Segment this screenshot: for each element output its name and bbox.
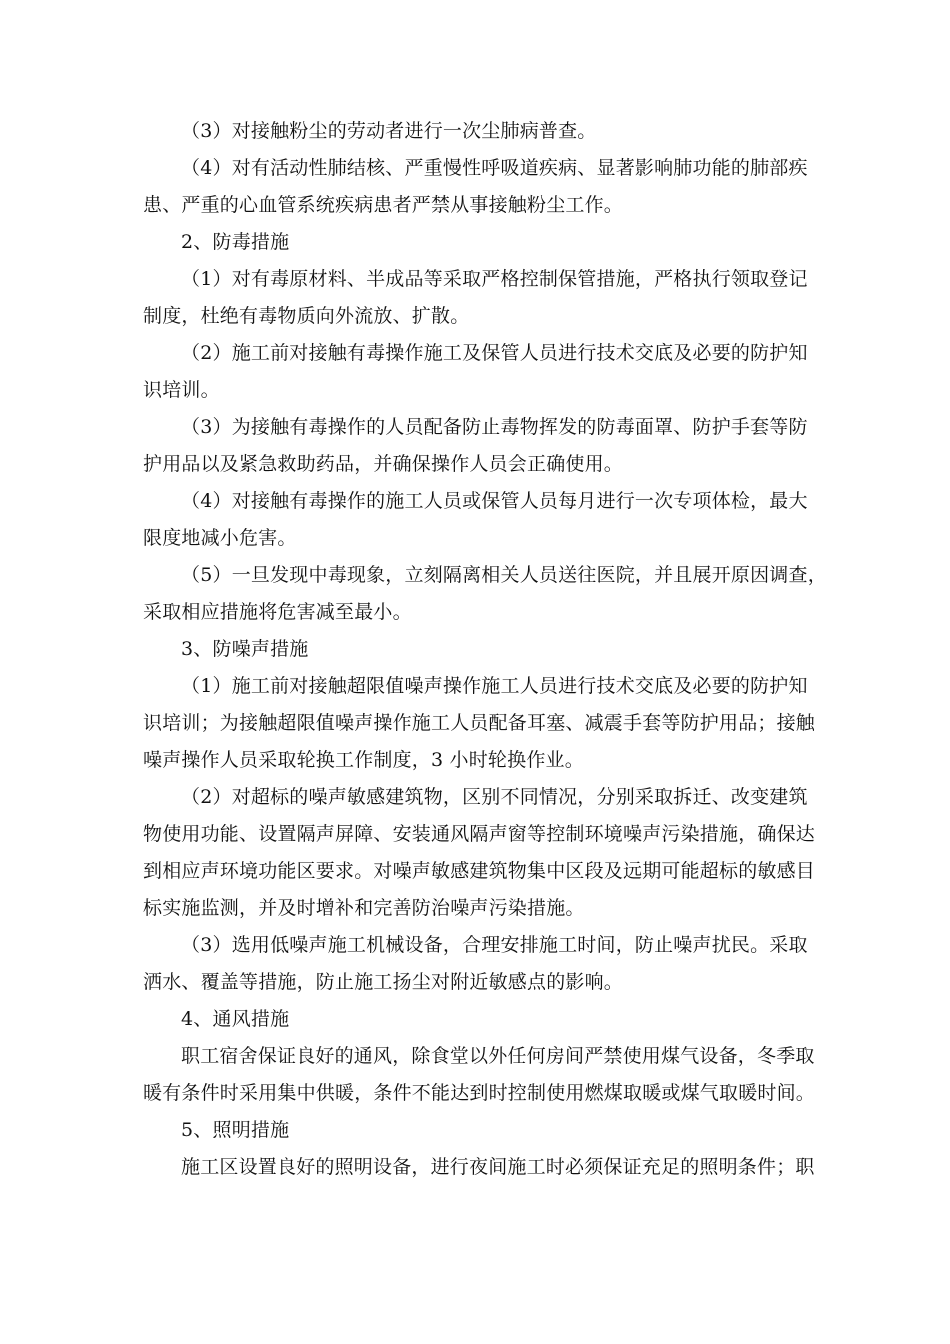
text-line: （3）为接触有毒操作的人员配备防止毒物挥发的防毒面罩、防护手套等防 (181, 416, 808, 438)
text-line: （3）对接触粉尘的劳动者进行一次尘肺病普查。 (181, 120, 597, 142)
text-line: （4）对接触有毒操作的施工人员或保管人员每月进行一次专项体检，最大 (181, 490, 808, 512)
text-line: 限度地减小危害。 (143, 527, 297, 549)
text-line: 识培训。 (143, 379, 220, 401)
text-line: 施工区设置良好的照明设备，进行夜间施工时必须保证充足的照明条件；职 (181, 1156, 815, 1178)
text-line: 物使用功能、设置隔声屏障、安装通风隔声窗等控制环境噪声污染措施，确保达 (143, 823, 816, 845)
text-line: （2）对超标的噪声敏感建筑物，区别不同情况，分别采取拆迁、改变建筑 (181, 786, 808, 808)
text-line: 洒水、覆盖等措施，防止施工扬尘对附近敏感点的影响。 (143, 971, 624, 993)
text-line: （2）施工前对接触有毒操作施工及保管人员进行技术交底及必要的防护知 (181, 342, 808, 364)
text-line: 5、照明措施 (181, 1119, 290, 1141)
text-line: 暖有条件时采用集中供暖，条件不能达到时控制使用燃煤取暖或煤气取暖时间。 (143, 1082, 816, 1104)
text-line: 采取相应措施将危害减至最小。 (143, 601, 412, 623)
document-page (143, 113, 827, 1186)
text-line: 制度，杜绝有毒物质向外流放、扩散。 (143, 305, 470, 327)
text-line: 患、严重的心血管系统疾病患者严禁从事接触粉尘工作。 (143, 194, 624, 216)
text-line: 识培训；为接触超限值噪声操作施工人员配备耳塞、减震手套等防护用品；接触 (143, 712, 816, 734)
text-line: 护用品以及紧急救助药品，并确保操作人员会正确使用。 (143, 453, 624, 475)
text-line: （4）对有活动性肺结核、严重慢性呼吸道疾病、显著影响肺功能的肺部疾 (181, 157, 808, 179)
text-line: 4、通风措施 (181, 1008, 290, 1030)
text-line: （3）选用低噪声施工机械设备，合理安排施工时间，防止噪声扰民。采取 (181, 934, 808, 956)
text-line: 3、防噪声措施 (181, 638, 309, 660)
text-line: （1）对有毒原材料、半成品等采取严格控制保管措施，严格执行领取登记 (181, 268, 808, 290)
text-line: 职工宿舍保证良好的通风，除食堂以外任何房间严禁使用煤气设备，冬季取 (181, 1045, 815, 1067)
text-line: 到相应声环境功能区要求。对噪声敏感建筑物集中区段及远期可能超标的敏感目 (143, 860, 816, 882)
text-line: 噪声操作人员采取轮换工作制度，3 小时轮换作业。 (143, 749, 584, 771)
text-line: （5）一旦发现中毒现象，立刻隔离相关人员送往医院，并且展开原因调查， (181, 564, 827, 586)
text-line: （1）施工前对接触超限值噪声操作施工人员进行技术交底及必要的防护知 (181, 675, 808, 697)
text-line: 2、防毒措施 (181, 231, 290, 253)
text-line: 标实施监测，并及时增补和完善防治噪声污染措施。 (143, 897, 585, 919)
